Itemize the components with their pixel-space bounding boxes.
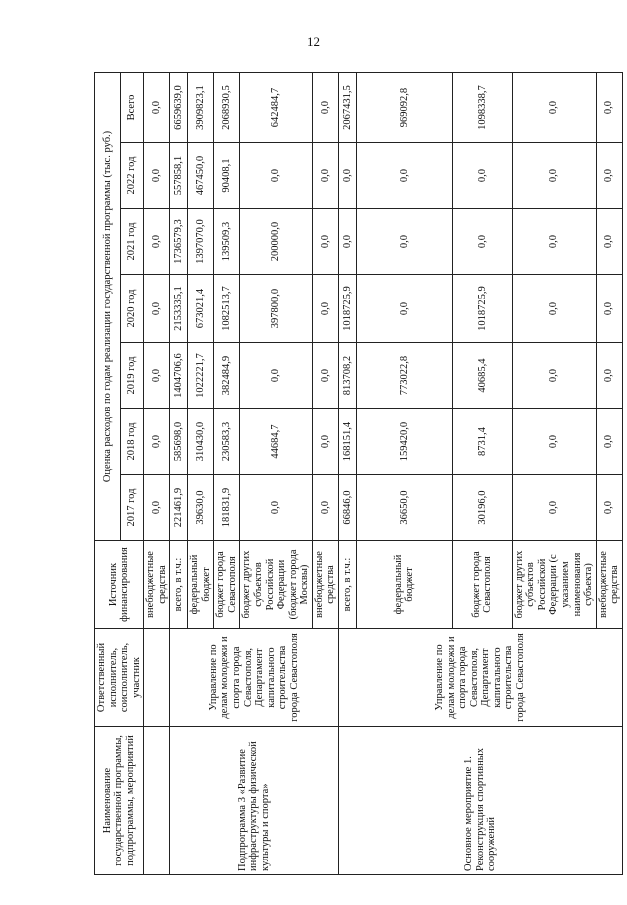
value-cell: 44684,7 <box>240 409 312 475</box>
header-year: 2018 год <box>120 409 143 475</box>
table-row <box>170 72 188 874</box>
value-cell: 0,0 <box>312 343 338 409</box>
value-cell: 0,0 <box>596 143 622 209</box>
value-cell: 0,0 <box>356 275 452 343</box>
source-cell: всего, в т.ч.: <box>338 541 356 629</box>
value-cell: 0,0 <box>312 409 338 475</box>
value-cell: 310430,0 <box>188 409 214 475</box>
value-cell: 0,0 <box>596 209 622 275</box>
value-cell: 0,0 <box>312 72 338 142</box>
value-cell: 0,0 <box>452 143 512 209</box>
measure-name: Основное мероприятие 1. Реконструкция спортивных сооружений <box>338 727 622 875</box>
value-cell: 0,0 <box>512 409 596 475</box>
header-source: Источник финансирования <box>95 541 144 629</box>
header-year: 2021 год <box>120 209 143 275</box>
value-cell: 168151,4 <box>338 409 356 475</box>
value-cell: 159420,0 <box>356 409 452 475</box>
source-cell: бюджет города Севастополя <box>214 541 240 629</box>
value-cell: 0,0 <box>512 475 596 541</box>
value-cell: 0,0 <box>512 209 596 275</box>
value-cell: 40685,4 <box>452 343 512 409</box>
responsible-cell: Управление по делам молодежи и спорта города Севастополя, Департамент капитального строительства города Севастополя <box>170 629 339 727</box>
value-cell: 0,0 <box>338 143 356 209</box>
source-cell: федеральный бюджет <box>188 541 214 629</box>
source-cell: федеральный бюджет <box>356 541 452 629</box>
page-number: 12 <box>307 34 320 49</box>
value-cell: 139509,3 <box>214 209 240 275</box>
value-cell: 0,0 <box>596 72 622 142</box>
header-row-1 <box>95 72 121 874</box>
table-row <box>144 72 170 874</box>
value-cell: 382484,9 <box>214 343 240 409</box>
value-cell: 0,0 <box>596 343 622 409</box>
value-cell: 0,0 <box>512 343 596 409</box>
value-cell: 39630,0 <box>188 475 214 541</box>
value-cell: 0,0 <box>144 143 170 209</box>
value-cell: 36650,0 <box>356 475 452 541</box>
value-cell: 181831,9 <box>214 475 240 541</box>
value-cell: 6659639,0 <box>170 72 188 142</box>
value-cell: 30196,0 <box>452 475 512 541</box>
value-cell: 230583,3 <box>214 409 240 475</box>
value-cell: 397800,0 <box>240 275 312 343</box>
value-cell: 557858,1 <box>170 143 188 209</box>
value-cell: 0,0 <box>312 275 338 343</box>
value-cell: 1018725,9 <box>452 275 512 343</box>
subprogram-name: Подпрограмма 3 «Развитие инфраструктуры физической культуры и спорта» <box>170 727 339 875</box>
value-cell: 3909823,1 <box>188 72 214 142</box>
value-cell: 0,0 <box>144 409 170 475</box>
value-cell: 1736579,3 <box>170 209 188 275</box>
header-year: 2020 год <box>120 275 143 343</box>
rotated-table-container <box>94 73 621 875</box>
value-cell: 585698,0 <box>170 409 188 475</box>
value-cell: 0,0 <box>144 275 170 343</box>
value-cell: 0,0 <box>240 475 312 541</box>
empty-cell <box>144 727 170 875</box>
value-cell: 0,0 <box>512 72 596 142</box>
value-cell: 969092,8 <box>356 72 452 142</box>
value-cell: 200000,0 <box>240 209 312 275</box>
source-cell: бюджет других субъектов Российской Федерации (бюджет города Москвы) <box>240 541 312 629</box>
expense-table <box>94 72 623 875</box>
value-cell: 0,0 <box>596 275 622 343</box>
value-cell: 0,0 <box>240 143 312 209</box>
source-cell: внебюджетные средства <box>312 541 338 629</box>
value-cell: 0,0 <box>356 209 452 275</box>
value-cell: 0,0 <box>452 209 512 275</box>
value-cell: 8731,4 <box>452 409 512 475</box>
value-cell: 673021,4 <box>188 275 214 343</box>
header-total: Всего <box>120 72 143 142</box>
source-cell: внебюджетные средства <box>144 541 170 629</box>
value-cell: 0,0 <box>356 143 452 209</box>
value-cell: 0,0 <box>512 143 596 209</box>
value-cell: 1397070,0 <box>188 209 214 275</box>
value-cell: 0,0 <box>338 209 356 275</box>
value-cell: 1082513,7 <box>214 275 240 343</box>
value-cell: 642484,7 <box>240 72 312 142</box>
source-cell: бюджет города Севастополя <box>452 541 512 629</box>
value-cell: 1404706,6 <box>170 343 188 409</box>
value-cell: 773022,8 <box>356 343 452 409</box>
value-cell: 1022221,7 <box>188 343 214 409</box>
value-cell: 0,0 <box>144 72 170 142</box>
header-year: 2022 год <box>120 143 143 209</box>
value-cell: 221461,9 <box>170 475 188 541</box>
value-cell: 0,0 <box>512 275 596 343</box>
header-responsible: Ответственный исполнитель, соисполнитель, участник <box>95 629 144 727</box>
value-cell: 2068930,5 <box>214 72 240 142</box>
source-cell: бюджет других субъектов Российской Федерации (с указанием наименования субъекта) <box>512 541 596 629</box>
header-program-name: Наименование государственной программы, подпрограммы, мероприятий <box>95 727 144 875</box>
value-cell: 0,0 <box>144 475 170 541</box>
value-cell: 0,0 <box>312 209 338 275</box>
responsible-cell: Управление по делам молодежи и спорта города Севастополя, Департамент капитального строительства города Севастополя <box>338 629 622 727</box>
header-estimate: Оценка расходов по годам реализации государственной программы (тыс. руб.) <box>95 72 121 540</box>
value-cell: 0,0 <box>596 475 622 541</box>
value-cell: 0,0 <box>144 209 170 275</box>
value-cell: 66846,0 <box>338 475 356 541</box>
value-cell: 1098338,7 <box>452 72 512 142</box>
value-cell: 0,0 <box>144 343 170 409</box>
value-cell: 2067431,5 <box>338 72 356 142</box>
value-cell: 0,0 <box>312 143 338 209</box>
value-cell: 90408,1 <box>214 143 240 209</box>
value-cell: 813708,2 <box>338 343 356 409</box>
value-cell: 0,0 <box>596 409 622 475</box>
value-cell: 0,0 <box>240 343 312 409</box>
value-cell: 1018725,9 <box>338 275 356 343</box>
source-cell: внебюджетные средства <box>596 541 622 629</box>
header-year: 2019 год <box>120 343 143 409</box>
empty-cell <box>144 629 170 727</box>
value-cell: 0,0 <box>312 475 338 541</box>
table-row <box>338 72 356 874</box>
header-year: 2017 год <box>120 475 143 541</box>
value-cell: 467450,0 <box>188 143 214 209</box>
source-cell: всего, в т.ч.: <box>170 541 188 629</box>
value-cell: 2153335,1 <box>170 275 188 343</box>
